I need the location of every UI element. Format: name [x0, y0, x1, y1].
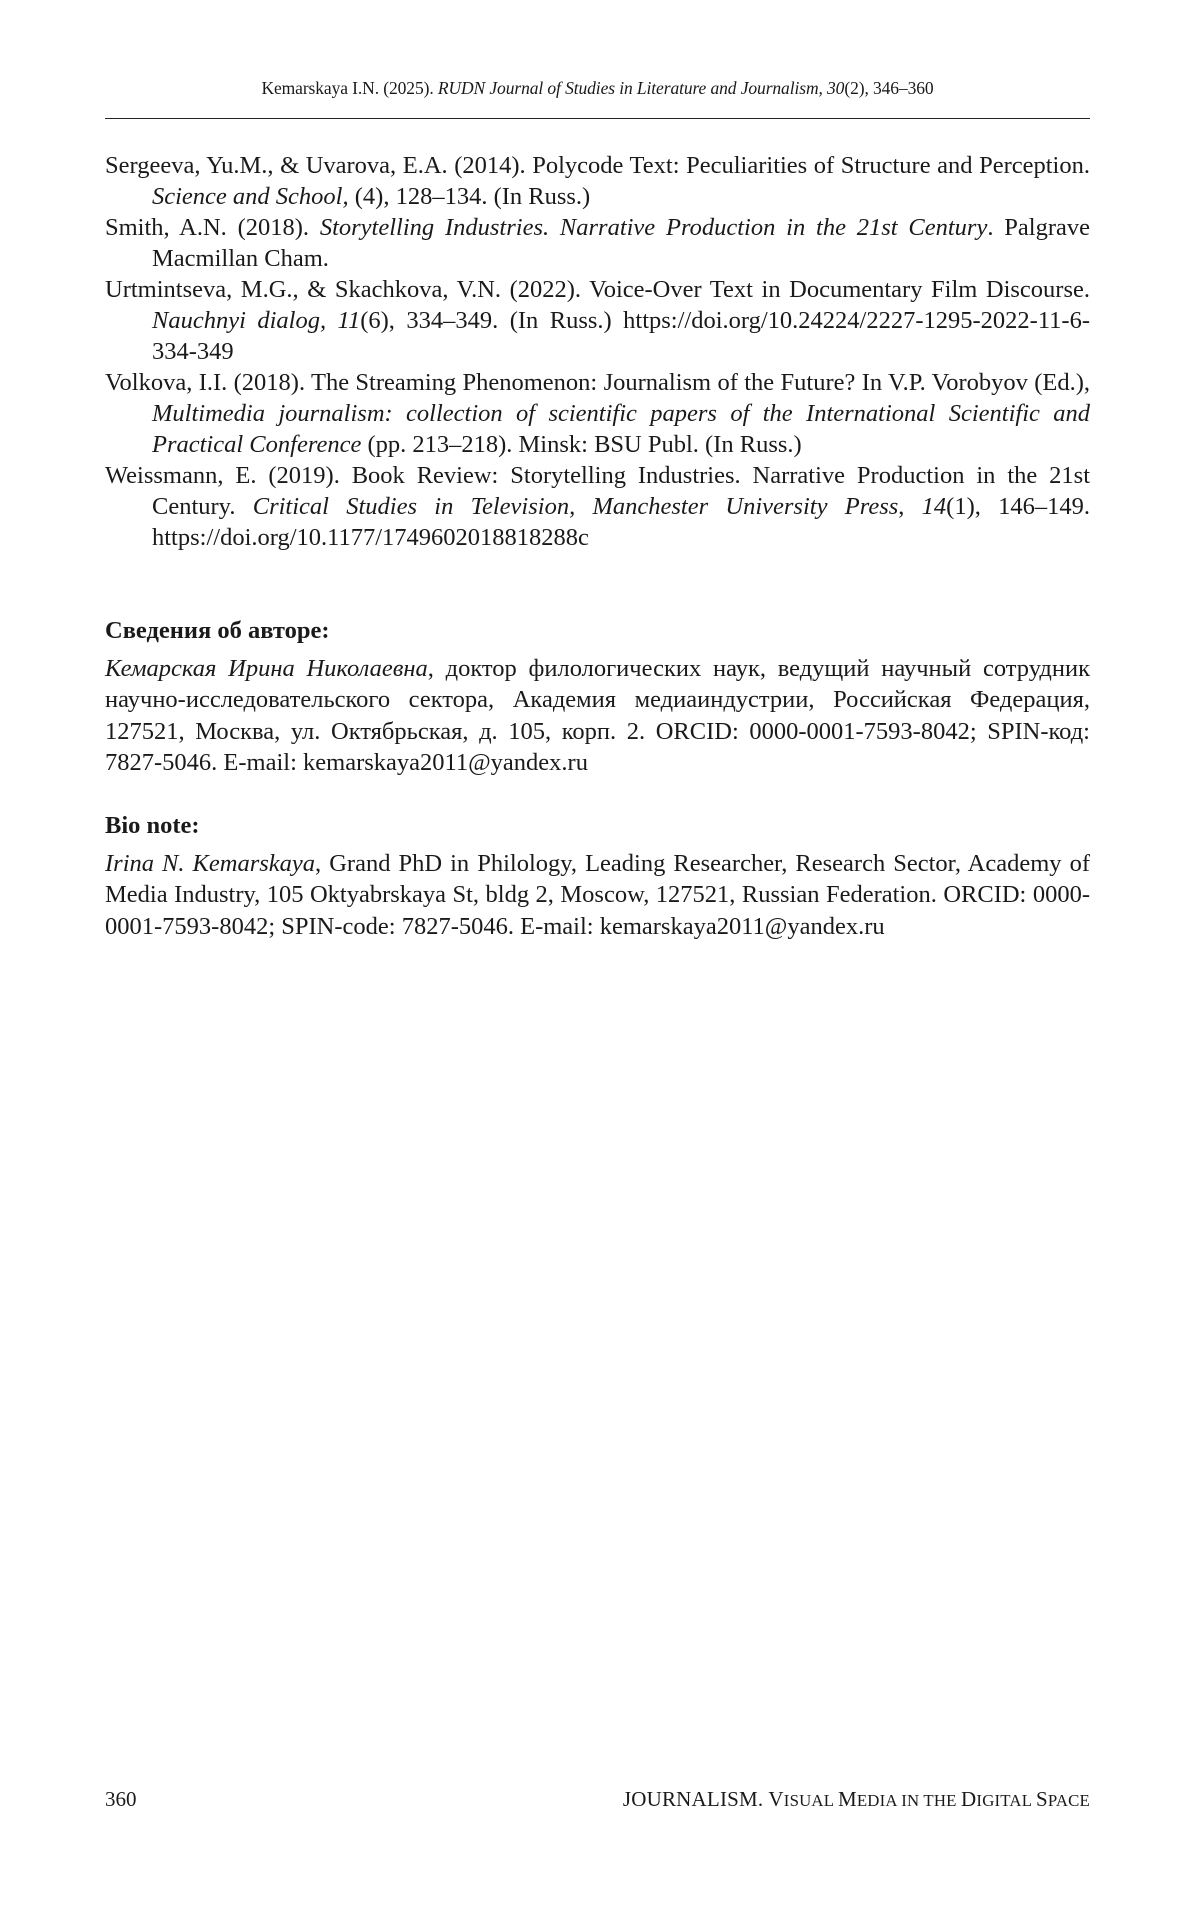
reference-text: (6), 334–349. (In Russ.) https://doi.org/10.24224/2227-1295-2022-11-6-334-349 — [152, 307, 1090, 365]
reference-text: (1), 146–149. https://doi.org/10.1177/1749602018818288c — [152, 493, 1091, 551]
page-number: 360 — [105, 1787, 137, 1811]
author-name-ru: Кемарская Ирина Николаевна — [105, 654, 428, 682]
running-head-authors: Kemarskaya I.N. (2025). — [261, 78, 438, 98]
footer-text: IGITAL — [976, 1791, 1036, 1810]
reference-item — [105, 274, 1090, 367]
footer-text: PACE — [1047, 1791, 1090, 1810]
reference-text: Volkova, I.I. (2018). The Streaming Phenomenon: Journalism of the Future? In V.P. Vorobyov (Ed.), — [105, 369, 1090, 396]
running-head-journal: RUDN Journal of Studies in Literature and Journalism, — [437, 78, 828, 98]
reference-text: Smith, A.N. (2018). — [105, 214, 320, 241]
author-info-ru-title: Сведения об авторе: — [105, 617, 330, 644]
reference-item — [105, 460, 1090, 553]
footer-text: ISUAL — [783, 1791, 838, 1810]
reference-text: (4), 128–134. (In Russ.) — [348, 183, 591, 210]
footer-text: M — [837, 1787, 857, 1811]
reference-list — [105, 150, 1090, 553]
footer-text: JOURNALISM. — [622, 1787, 769, 1811]
header-rule — [105, 118, 1090, 119]
reference-source-italic: Storytelling Industries. Narrative Production in the 21st Century — [319, 214, 988, 241]
reference-source-italic: Nauchnyi dialog, 11 — [152, 307, 361, 334]
reference-item — [105, 367, 1090, 460]
footer-text: V — [768, 1787, 784, 1811]
journal-section-title — [623, 1787, 1090, 1812]
reference-volume-italic: 14 — [921, 493, 947, 520]
reference-source-italic: Critical Studies in Television, Manchester University Press — [252, 493, 899, 520]
footer-text: EDIA IN THE — [856, 1791, 962, 1810]
reference-text: Urtmintseva, M.G., & Skachkova, V.N. (2022). Voice-Over Text in Documentary Film Discourse. — [105, 276, 1090, 303]
reference-text: . Palgrave Macmillan Cham. — [152, 214, 1090, 272]
bio-note-en — [105, 810, 1090, 942]
reference-text: Sergeeva, Yu.M., & Uvarova, E.A. (2014). Polycode Text: Peculiarities of Structure and Perception. — [105, 152, 1090, 179]
reference-source-italic: Science and School, — [152, 183, 349, 210]
bio-note-body — [105, 848, 1090, 943]
author-details-ru: , доктор филологических наук, ведущий научный сотрудник научно-исследовательского сектора, Академия медиаиндустрии, Российская Федерация, 127521, Москва, ул. Октябрьская, д. 105, корп. 2. ORCID: 0000-0001-7593-8042; SPIN-код: 7827-5046. E-mail: kemarskaya2011@yandex.ru — [105, 654, 1090, 776]
footer-text: S — [1035, 1787, 1048, 1811]
author-name-en: Irina N. Kemarskaya — [105, 849, 316, 877]
author-details-en: , Grand PhD in Philology, Leading Researcher, Research Sector, Academy of Media Industry, 105 Oktyabrskaya St, bldg 2, Moscow, 127521, Russian Federation. ORCID: 0000-0001-7593-8042; SPIN-code: 7827-5046. E-mail: kemarskaya2011@yandex.ru — [105, 849, 1090, 940]
reference-item — [105, 212, 1090, 274]
running-head-issue-pages: (2), 346–360 — [844, 78, 934, 98]
reference-source-italic: Multimedia journalism: collection of scientific papers of the International Scientific and Practical Conference — [152, 400, 1090, 458]
author-info-ru — [105, 615, 1090, 779]
reference-text: (pp. 213–218). Minsk: BSU Publ. (In Russ.) — [361, 431, 802, 458]
reference-item — [105, 150, 1090, 212]
author-info-ru-body — [105, 653, 1090, 779]
running-head-volume: 30 — [827, 78, 845, 98]
bio-note-title: Bio note: — [105, 812, 200, 839]
footer-text: D — [961, 1787, 977, 1811]
reference-text: , — [898, 493, 922, 520]
page — [105, 0, 1090, 1906]
running-head — [105, 78, 1090, 99]
reference-text: Weissmann, E. (2019). Book Review: Storytelling Industries. Narrative Production in the 21st Century. — [105, 462, 1090, 520]
